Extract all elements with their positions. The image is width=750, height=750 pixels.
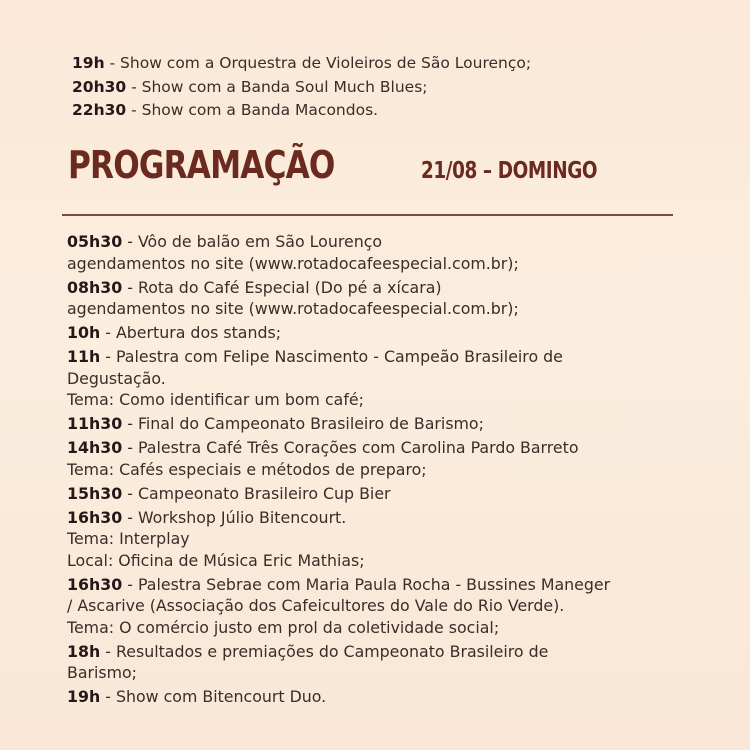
- event-time: 22h30: [72, 101, 127, 119]
- event-time: 05h30: [67, 232, 123, 251]
- event-description: - Palestra Café Três Corações com Carolina Pardo Barreto: [122, 438, 579, 457]
- event-description: - Vôo de balão em São Lourenço: [122, 232, 383, 251]
- schedule-item: [67, 641, 727, 684]
- day-label: 21/08 – DOMINGO: [421, 158, 598, 184]
- event-detail: Degustação.: [67, 368, 166, 388]
- schedule-item: [67, 574, 727, 639]
- event-time: 11h30: [67, 414, 123, 433]
- schedule-item: [67, 507, 727, 572]
- schedule-line: [67, 277, 727, 299]
- schedule-item: [67, 413, 727, 435]
- divider: [62, 214, 673, 216]
- schedule-line: [67, 641, 727, 663]
- event-detail: Tema: Interplay: [67, 529, 190, 548]
- event-detail: Tema: O comércio justo em prol da coletividade social;: [67, 617, 500, 637]
- schedule-line: [67, 437, 727, 459]
- schedule-item: [67, 277, 727, 320]
- schedule-item: [67, 346, 727, 411]
- event-description: - Rota do Café Especial (Do pé a xícara): [122, 277, 442, 297]
- event-description: - Palestra Sebrae com Maria Paula Rocha - Bussines Maneger: [122, 574, 611, 594]
- event-time: 18h: [67, 641, 101, 661]
- event-description: - Workshop Júlio Bitencourt.: [122, 507, 347, 527]
- schedule-line: [67, 413, 727, 435]
- event-detail: agendamentos no site (www.rotadocafeespecial.com.br);: [67, 253, 519, 273]
- schedule-item: [67, 483, 727, 505]
- event-description: - Palestra com Felipe Nascimento - Campeão Brasileiro de: [100, 347, 563, 366]
- event-description: - Resultados e premiações do Campeonato Brasileiro de: [100, 641, 549, 661]
- event-description: - Final do Campeonato Brasileiro de Barismo;: [122, 414, 484, 433]
- event-time: 19h: [67, 687, 101, 706]
- event-description: - Show com a Banda Soul Much Blues;: [126, 77, 428, 96]
- event-description: - Campeonato Brasileiro Cup Bier: [122, 483, 391, 503]
- event-description: - Abertura dos stands;: [100, 323, 282, 342]
- section-heading: [68, 143, 641, 187]
- schedule-line: [67, 686, 727, 708]
- schedule-line: [67, 346, 727, 368]
- event-time: 19h: [72, 54, 105, 72]
- schedule-line: [67, 322, 727, 344]
- schedule-item: [67, 686, 727, 708]
- schedule-line: [67, 231, 727, 253]
- sunday-schedule: [67, 231, 727, 710]
- event-time: 10h: [67, 323, 101, 342]
- event-detail: Tema: Cafés especiais e métodos de preparo;: [67, 459, 427, 479]
- event-description: - Show com Bitencourt Duo.: [100, 687, 327, 706]
- schedule-line: [72, 52, 531, 76]
- event-time: 11h: [67, 347, 101, 366]
- event-description: - Show com a Banda Macondos.: [126, 101, 379, 119]
- event-time: 14h30: [67, 438, 123, 457]
- event-detail: agendamentos no site (www.rotadocafeespecial.com.br);: [67, 299, 519, 318]
- page-title: PROGRAMAÇÃO: [68, 143, 335, 187]
- schedule-item: [67, 231, 727, 274]
- event-detail: Local: Oficina de Música Eric Mathias;: [67, 550, 365, 570]
- schedule-line: [67, 574, 727, 596]
- event-time: 08h30: [67, 277, 123, 297]
- event-detail: Tema: Como identificar um bom café;: [67, 390, 364, 409]
- schedule-item: [67, 437, 727, 480]
- schedule-line: [67, 483, 727, 505]
- event-time: 20h30: [72, 77, 127, 96]
- previous-day-schedule: [72, 52, 531, 123]
- schedule-item: [67, 322, 727, 344]
- event-time: 15h30: [67, 483, 123, 503]
- event-detail: / Ascarive (Associação dos Cafeicultores do Vale do Rio Verde).: [67, 596, 565, 615]
- event-description: - Show com a Orquestra de Violeiros de São Lourenço;: [104, 54, 532, 72]
- schedule-line: [67, 507, 727, 529]
- schedule-line: [72, 76, 531, 100]
- event-time: 16h30: [67, 574, 123, 594]
- schedule-line: [72, 99, 531, 123]
- event-detail: Barismo;: [67, 663, 138, 682]
- event-time: 16h30: [67, 507, 123, 527]
